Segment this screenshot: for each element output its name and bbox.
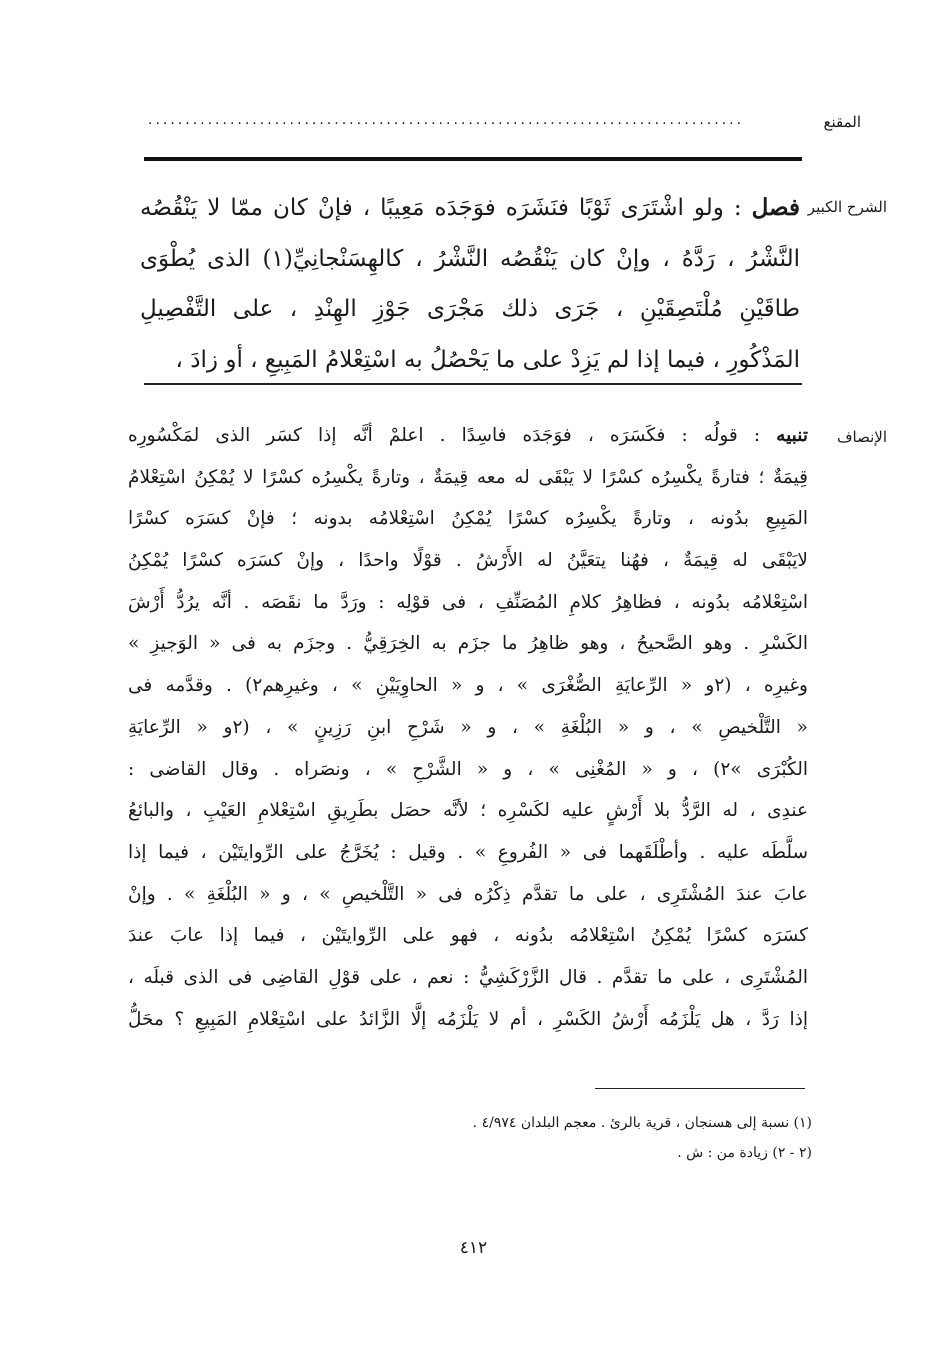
- sharh-text-block: [140, 183, 800, 385]
- sharh-section-label: الشرح الكبير: [807, 198, 887, 216]
- insaf-line: « التَّلْخيصِ » ، و « البُلْغَةِ » ، و « شَرْحِ ابنِ رَزِينٍ » ، (٢و « الرِّعايَةِ: [128, 716, 808, 738]
- insaf-line: قِيمَةٌ ؛ فتارةً يكْسِرُه كسْرًا لا يَبْقَى له معه قِيمَةٌ ، وتارةً يكْسِرُه كسْرًا لا يُمْكِنُ اسْتِعْلامُ: [128, 466, 808, 488]
- insaf-line: وغيرِه ، (٢و « الرِّعايَةِ الصُّغْرَى » ، و « الحاوِيَيْنِ » ، وغيرِهم٢) . وقدَّمه فى: [128, 675, 808, 697]
- header-rule: [144, 157, 802, 161]
- sharh-line: النَّشْرُ ، رَدَّهُ ، وإنْ كان يَنْقُصُه النَّشْرُ ، كالهِسَنْجانِيِّ(١) الذى يُطْوَى: [140, 245, 800, 272]
- insaf-line: عندِى ، له الرَّدُّ بلا أَرْشٍ عليه لكَسْرِه ؛ لأنَّه حصَل بطَرِيقِ اسْتِعْلامِ العَيْبِ ، والبائعُ: [128, 800, 808, 822]
- sharh-line: طاقَيْنِ مُلْتَصِقَيْنِ ، جَرَى ذلك مَجْرَى جَوْزِ الهِنْدِ ، على التَّفْصِيلِ: [140, 296, 800, 322]
- sharh-line: فصل : ولو اشْتَرَى ثَوْبًا فنَشَرَه فوَجَدَه مَعِيبًا ، فإنْ كان ممّا لا يَنْقُصُه: [140, 194, 800, 221]
- footnote: (٢ - ٢) زيادة من : ش .: [677, 1145, 812, 1161]
- header-dotted-leader: ................................................................................: [148, 112, 745, 128]
- insaf-line: كسَرَه كسْرًا يُمْكِنُ اسْتِعْلامُه بدُونه ، فهو على الرِّوايتَيْن ، فيما إذا عابَ عندَ: [128, 925, 808, 947]
- insaf-line: اسْتِعْلامُه بدُونه ، فظاهِرُ كلامِ المُصَنِّفِ ، فى قوْلِه : ورَدَّ ما نقَصَه . أنَّه يرُدُّ أَرْشَ: [128, 591, 808, 613]
- insaf-line: المُشْتَرِى ، على ما تقدَّم . قال الزَّرْكَشِيُّ : نعم ، على قوْلِ القاضِى فى الذى قبلَه ،: [128, 966, 808, 988]
- sharh-line: المَذْكُورِ ، فيما إذا لم يَزِدْ على ما يَحْصُلُ به اسْتِعْلامُ المَبِيعِ ، أو زادَ ،: [175, 346, 800, 373]
- insaf-line: الكَسْرِ . وهو الصَّحيحُ ، وهو ظاهِرُ ما جزَم به الخِرَقِيُّ . وجزَم به فى « الوَجيزِ »: [128, 633, 808, 655]
- insaf-lead-word: تنبيه: [776, 425, 808, 446]
- running-header-title: المقنع: [823, 113, 861, 131]
- section-divider: [144, 383, 802, 385]
- footnote-rule: [595, 1088, 805, 1089]
- footnotes: [212, 1108, 812, 1168]
- insaf-line: سلَّطَه عليه . وأطْلَقَهما فى « الفُروعِ » . وقيل : يُخَرَّجُ على الرِّوايتَيْن ، فيما إذا: [128, 841, 808, 863]
- insaf-line: الكُبْرَى »٢) ، و « المُغْنِى » ، و « الشَّرْحِ » ، ونصَراه . وقال القاضى :: [128, 758, 808, 780]
- insaf-section-label: الإنصاف: [836, 428, 887, 446]
- insaf-text-block: [128, 415, 808, 1040]
- footnote: (١) نسبة إلى هسنجان ، قرية بالرئ . معجم البلدان ٤/٩٧٤ .: [472, 1115, 812, 1131]
- insaf-line: إذا رَدَّ ، هل يَلْزَمُه أَرْشُ الكَسْرِ ، أم لا يَلْزَمُه إلَّا الزَّائدُ على اسْتِعْلامِ المَبِيعِ ؟ محَلُّ: [128, 1008, 808, 1030]
- sharh-lead-word: فصل: [751, 194, 800, 221]
- insaf-line: عابَ عندَ المُشْتَرِى ، على ما تقدَّم ذِكْرُه فى « التَّلْخيصِ » ، و « البُلْغَةِ » . وإنْ: [128, 883, 808, 905]
- insaf-line: لايَبْقَى له قِيمَةٌ ، فهُنا يتعَيَّنُ له الأَرْشُ . قوْلًا واحدًا ، وإنْ كسَرَه كسْرًا يُمْكِنُ: [128, 550, 808, 572]
- insaf-line: تنبيه : قولُه : فكَسَرَه ، فوَجَدَه فاسِدًا . اعلمْ أنَّه إذا كسَر الذى لمَكْسُورِه: [128, 425, 808, 446]
- page-number: ٤١٢: [459, 1238, 488, 1258]
- insaf-line: المَبِيعِ بدُونه ، وتارةً يكْسِرُه كسْرًا يُمْكِنُ اسْتِعْلامُه بدونه ؛ فإنْ كسَرَه كسْرًا: [128, 508, 808, 530]
